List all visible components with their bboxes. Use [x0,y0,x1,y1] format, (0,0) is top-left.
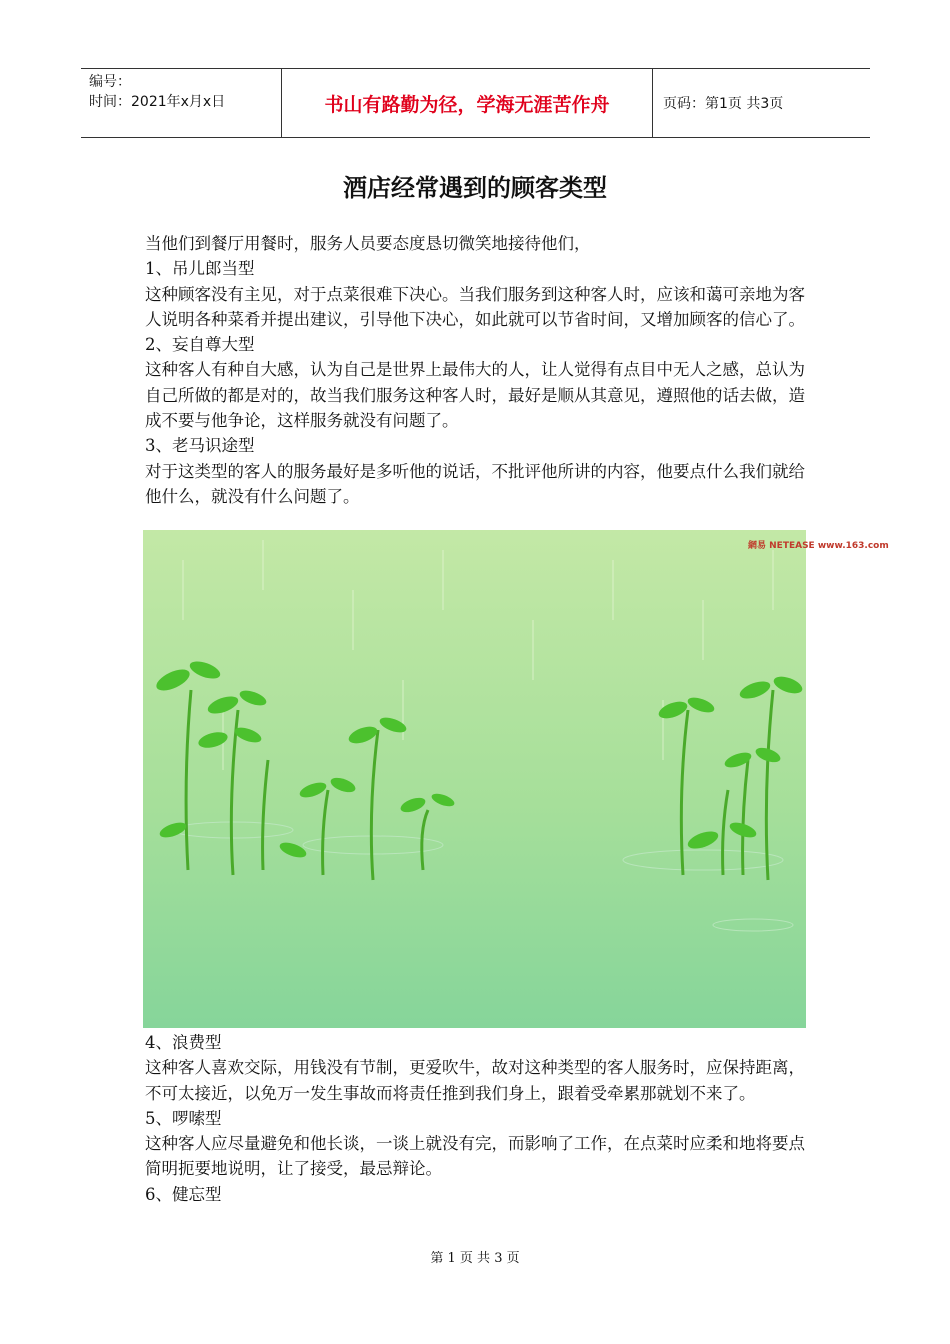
body-section-1 [145,231,807,509]
paragraph: 2、妄自尊大型 [145,335,255,355]
paragraph: 对于这类型的客人的服务最好是多听他的说话，不批评他所讲的内容，他要点什么我们就给他什么，就没有什么问题了。 [145,461,805,506]
document-title: 酒店经常遇到的顾客类型 [343,173,607,202]
watermark-logo [747,539,889,551]
motto: 书山有路勤为径，学海无涯苦作舟 [281,69,653,137]
page-footer: 第 1 页 共 3 页 [430,1251,520,1266]
svg-text:網易 NETEASE www.163.com: 網易 NETEASE www.163.com [748,541,889,551]
sprouts-illustration [143,530,889,1028]
paragraph: 当他们到餐厅用餐时，服务人员要态度恳切微笑地接待他们， [145,234,591,253]
number-label: 编号： [89,74,131,90]
header-meta [81,69,281,137]
paragraph: 3、老马识途型 [145,436,255,456]
paragraph: 这种客人应尽量避免和他长谈，一谈上就没有完，而影响了工作，在点菜时应柔和地将要点简明扼要地说明，让了接受，最忌辩论。 [145,1134,805,1179]
date-label: 时间：2021年x月x日 [89,94,226,110]
page-info: 页码：第1页 共3页 [663,96,784,112]
paragraph: 6、健忘型 [145,1184,222,1204]
header-table [81,68,870,138]
paragraph: 这种顾客没有主见，对于点菜很难下决心。当我们服务到这种客人时，应该和蔼可亲地为客人说明各种菜肴并提出建议，引导他下决心，如此就可以节省时间，又增加顾客的信心了。 [145,284,805,329]
paragraph: 5、啰嗦型 [145,1108,222,1128]
paragraph: 这种客人喜欢交际，用钱没有节制，更爱吹牛，故对这种类型的客人服务时，应保持距离，不可太接近，以免万一发生事故而将责任推到我们身上，跟着受牵累那就划不来了。 [145,1058,805,1103]
paragraph: 1、吊儿郎当型 [145,259,255,279]
paragraph: 4、浪费型 [145,1033,222,1052]
paragraph: 这种客人有种自大感，认为自己是世界上最伟大的人，让人觉得有点目中无人之感，总认为自己所做的都是对的，故当我们服务这种客人时，最好是顺从其意见，遵照他的话去做，造成不要与他争论，这样服务就没有问题了。 [145,360,805,431]
body-section-2 [145,1030,807,1207]
